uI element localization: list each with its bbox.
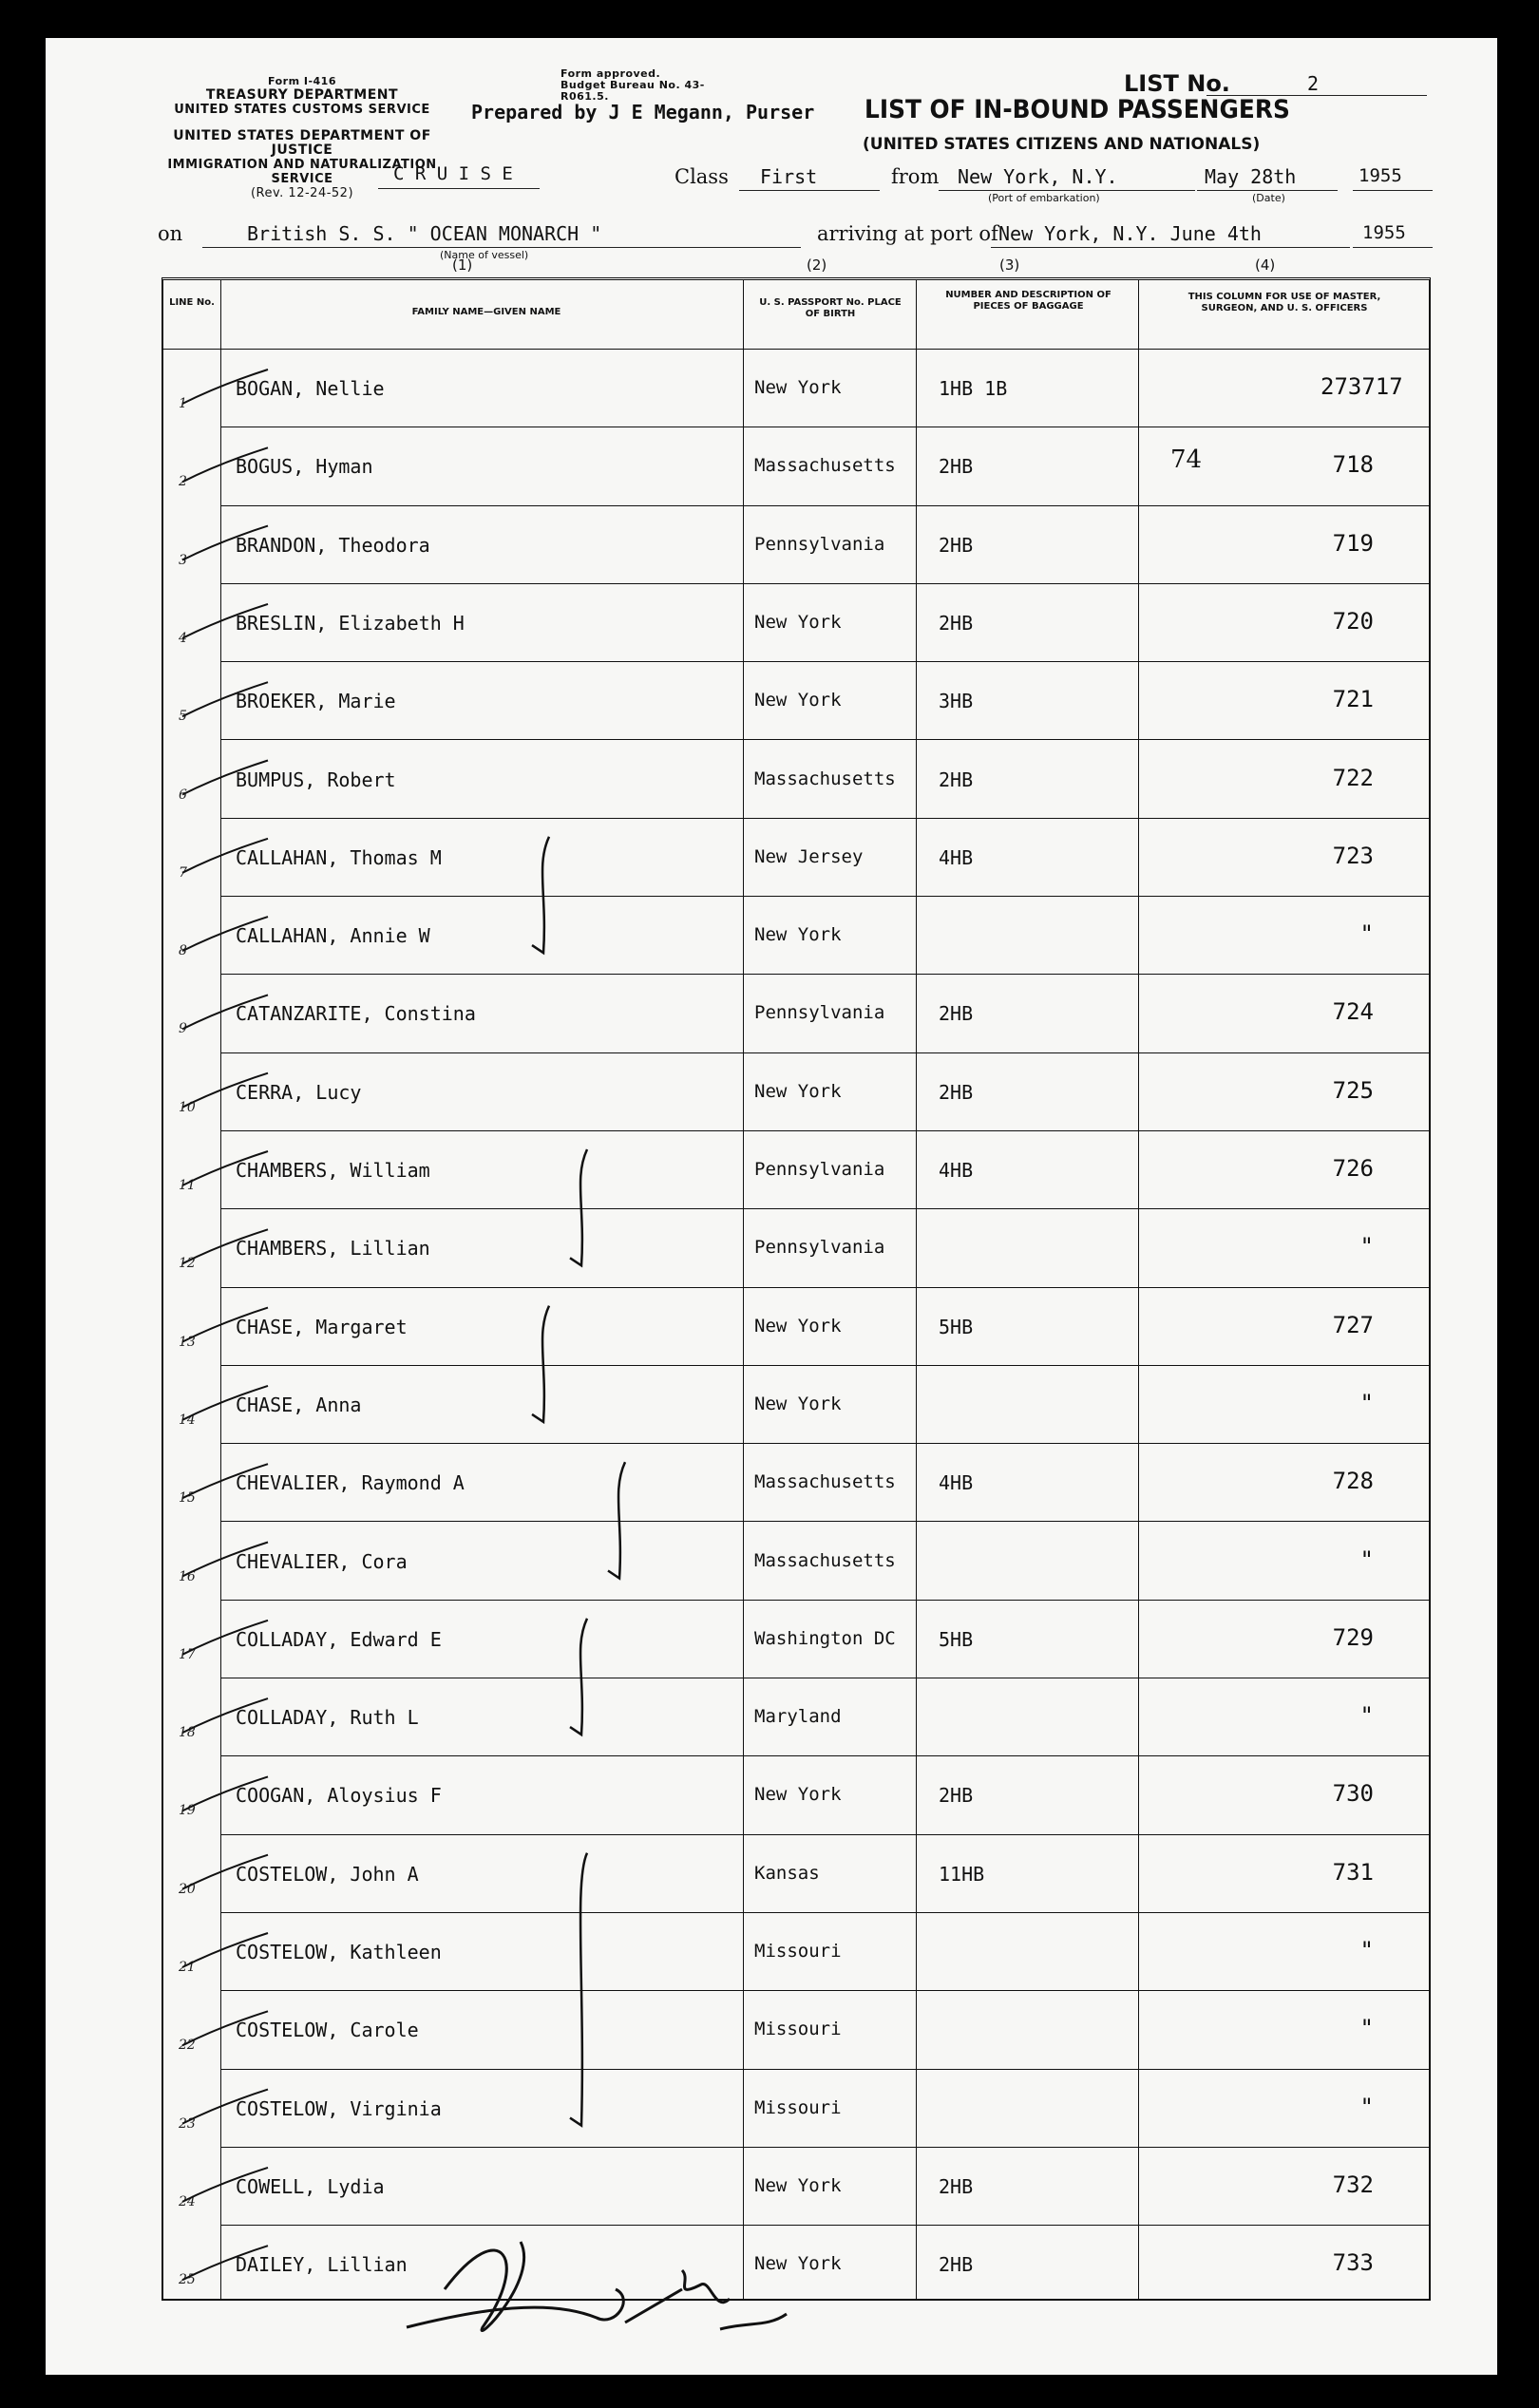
arrival-year: 1955 [1362, 222, 1406, 243]
line-number: 1 [179, 396, 187, 411]
place-of-birth: Pennsylvania [754, 1159, 885, 1180]
passenger-name: BOGUS, Hyman [236, 455, 373, 479]
officer-number: " [1359, 920, 1374, 948]
officer-number: 729 [1332, 1623, 1374, 1651]
place-of-birth: New York [754, 1784, 842, 1806]
line-number: 18 [179, 1725, 196, 1741]
immigration-service: IMMIGRATION AND NATURALIZATION SERVICE [167, 158, 437, 186]
baggage-count: 3HB [939, 690, 974, 713]
passenger-name: BRESLIN, Elizabeth H [236, 611, 465, 635]
officer-number: 721 [1332, 686, 1374, 713]
manifest-page [46, 38, 1497, 2375]
column-number: (1) [452, 256, 473, 274]
baggage-count: 2HB [939, 1080, 974, 1104]
prepared-by: Prepared by J E Megann, Purser [471, 101, 815, 123]
arriving-value: New York, N.Y. June 4th [998, 222, 1262, 245]
vessel-caption: (Name of vessel) [440, 249, 529, 261]
tick-mark [182, 604, 268, 638]
passenger-name: COSTELOW, John A [236, 1862, 419, 1886]
tick-mark [182, 2168, 268, 2202]
officer-number: " [1359, 1233, 1374, 1261]
tick-mark [182, 1386, 268, 1420]
passenger-name: CERRA, Lucy [236, 1080, 362, 1104]
tick-mark [182, 1229, 268, 1263]
line-number: 23 [179, 2115, 196, 2132]
tick-mark [182, 1776, 268, 1811]
passenger-name: CHASE, Margaret [236, 1315, 408, 1338]
passenger-name: CHAMBERS, William [236, 1159, 430, 1182]
on-label: on [158, 222, 183, 245]
passenger-name: COWELL, Lydia [236, 2174, 385, 2198]
baggage-count: 2HB [939, 455, 974, 479]
line-number: 2 [179, 474, 187, 490]
bracket-mark [570, 1853, 587, 2126]
tick-mark [182, 1543, 268, 1577]
handwritten-note: 74 [1170, 446, 1203, 475]
tick-mark [182, 1151, 268, 1185]
family-bracket-marks [163, 280, 1427, 2294]
tick-mark [182, 839, 268, 873]
tick-mark [182, 1308, 268, 1342]
baggage-count: 4HB [939, 845, 974, 869]
tick-mark [182, 1698, 268, 1733]
passport-header: U. S. PASSPORT No. PLACE OF BIRTH [759, 297, 902, 319]
name-header: FAMILY NAME—GIVEN NAME [411, 307, 561, 317]
passenger-name: COSTELOW, Carole [236, 2019, 419, 2042]
treasury-department: TREASURY DEPARTMENT [205, 87, 399, 103]
tick-mark [182, 2246, 268, 2280]
agency-block [160, 74, 445, 117]
officer-number: 725 [1332, 1076, 1374, 1104]
line-number: 5 [179, 709, 187, 725]
line-number: 11 [179, 1178, 196, 1193]
tick-mark [182, 447, 268, 482]
place-of-birth: Missouri [754, 2096, 842, 2118]
officer-number: 726 [1332, 1155, 1374, 1182]
place-of-birth: New York [754, 690, 842, 711]
line-number: 9 [179, 1021, 187, 1037]
place-of-birth: New York [754, 924, 842, 946]
place-of-birth: New York [754, 611, 842, 633]
officer-number: 720 [1332, 607, 1374, 635]
officer-number: 728 [1332, 1468, 1374, 1495]
bracket-mark [532, 837, 549, 953]
place-of-birth: New York [754, 2253, 842, 2275]
place-of-birth: Missouri [754, 1941, 842, 1962]
tick-mark [182, 1855, 268, 1889]
place-of-birth: Missouri [754, 2019, 842, 2040]
line-number: 12 [179, 1256, 196, 1272]
place-of-birth: Massachusetts [754, 1549, 896, 1571]
place-of-birth: Massachusetts [754, 768, 896, 789]
tick-mark [182, 761, 268, 795]
tick-mark [182, 1464, 268, 1498]
place-of-birth: Maryland [754, 1706, 842, 1728]
line-number: 10 [179, 1099, 196, 1115]
baggage-count: 2HB [939, 768, 974, 791]
bracket-mark [608, 1462, 625, 1578]
officer-number: 273717 [1320, 373, 1403, 400]
list-subtitle: (UNITED STATES CITIZENS AND NATIONALS) [863, 135, 1261, 154]
bracket-mark [532, 1306, 549, 1422]
passenger-table [162, 277, 1431, 2301]
line-number: 13 [179, 1334, 196, 1350]
passenger-name: BOGAN, Nellie [236, 377, 385, 400]
passenger-name: BUMPUS, Robert [236, 768, 396, 791]
officer-number: " [1359, 2015, 1374, 2042]
passenger-name: DAILEY, Lillian [236, 2253, 408, 2277]
place-of-birth: New York [754, 2174, 842, 2196]
baggage-count: 4HB [939, 1159, 974, 1182]
justice-department: UNITED STATES DEPARTMENT OF JUSTICE [173, 128, 431, 158]
officer-number: " [1359, 1702, 1374, 1730]
officer-number: 719 [1332, 529, 1374, 557]
form-approved: Form approved. [560, 67, 661, 80]
column-number: (4) [1255, 256, 1276, 274]
place-of-birth: New Jersey [754, 845, 864, 867]
line-number: 21 [179, 1960, 196, 1975]
passenger-name: CHAMBERS, Lillian [236, 1237, 430, 1261]
place-of-birth: New York [754, 1393, 842, 1414]
officer-number: " [1359, 2093, 1374, 2120]
place-of-birth: Pennsylvania [754, 1002, 885, 1024]
line-number: 6 [179, 787, 187, 803]
date-caption: (Date) [1252, 192, 1285, 204]
tick-mark [182, 1073, 268, 1108]
passenger-name: BRANDON, Theodora [236, 533, 430, 557]
place-of-birth: Pennsylvania [754, 1237, 885, 1259]
baggage-count: 4HB [939, 1471, 974, 1495]
officer-number: 727 [1332, 1311, 1374, 1338]
form-number: Form I-416 [268, 75, 336, 87]
line-number: 7 [179, 864, 187, 881]
tick-mark [182, 526, 268, 560]
line-number: 3 [179, 552, 187, 568]
tick-mark [182, 2090, 268, 2124]
arriving-label: arriving at port of [817, 222, 998, 245]
line-number: 16 [179, 1568, 196, 1584]
tick-mark [182, 917, 268, 951]
baggage-header: NUMBER AND DESCRIPTION OF PIECES OF BAGGAGE [945, 290, 1112, 312]
list-no-label: LIST No. [1124, 70, 1230, 97]
baggage-count: 5HB [939, 1627, 974, 1651]
officer-number: " [1359, 1937, 1374, 1963]
tick-mark [182, 682, 268, 716]
line-number: 4 [179, 630, 187, 646]
line-number: 8 [179, 943, 187, 959]
baggage-count: 5HB [939, 1315, 974, 1338]
line-no-header: LINE No. [169, 297, 215, 308]
cruise-label: C R U I S E [393, 163, 513, 184]
tick-mark [182, 1621, 268, 1655]
officer-number: 732 [1332, 2171, 1374, 2198]
line-number: 25 [179, 2272, 196, 2288]
baggage-count: 2HB [939, 2253, 974, 2277]
list-title: LIST OF IN-BOUND PASSENGERS [864, 95, 1290, 124]
baggage-count: 2HB [939, 1002, 974, 1026]
baggage-count: 2HB [939, 533, 974, 557]
passenger-name: CALLAHAN, Thomas M [236, 845, 442, 869]
form-approved-block [560, 68, 750, 103]
officer-number: 724 [1332, 998, 1374, 1026]
place-of-birth: New York [754, 1315, 842, 1337]
place-of-birth: Massachusetts [754, 1471, 896, 1493]
officer-number: " [1359, 1389, 1374, 1416]
from-value: New York, N.Y. [958, 165, 1118, 188]
line-number: 22 [179, 2038, 196, 2054]
column-number: (2) [807, 256, 827, 274]
passenger-name: COSTELOW, Virginia [236, 2096, 442, 2120]
place-of-birth: New York [754, 1080, 842, 1102]
baggage-count: 11HB [939, 1862, 985, 1886]
line-number: 17 [179, 1646, 196, 1662]
passenger-name: COLLADAY, Edward E [236, 1627, 442, 1651]
tick-mark [182, 2011, 268, 2045]
place-of-birth: Massachusetts [754, 455, 896, 477]
bracket-mark [570, 1149, 587, 1265]
column-number: (3) [999, 256, 1020, 274]
budget-bureau: Budget Bureau No. 43-R061.5. [560, 79, 705, 103]
officer-number: " [1359, 1545, 1374, 1573]
tick-mark [182, 370, 268, 404]
form-revision: (Rev. 12-24-52) [250, 186, 354, 200]
vessel-value: British S. S. " OCEAN MONARCH " [247, 222, 602, 245]
baggage-count: 1HB 1B [939, 377, 1008, 400]
passenger-name: CHASE, Anna [236, 1393, 362, 1416]
date-value: May 28th [1205, 165, 1297, 188]
officer-number: 733 [1332, 2249, 1374, 2277]
place-of-birth: Pennsylvania [754, 533, 885, 555]
line-number: 24 [179, 2193, 196, 2209]
signature-scribble [388, 2223, 806, 2356]
officer-number: 722 [1332, 764, 1374, 791]
passenger-name: CHEVALIER, Cora [236, 1549, 408, 1573]
tick-mark [182, 1933, 268, 1967]
line-number: 20 [179, 1881, 196, 1897]
officer-number: 718 [1332, 451, 1374, 479]
officer-number: 730 [1332, 1780, 1374, 1808]
passenger-name: CALLAHAN, Annie W [236, 924, 430, 948]
passenger-name: COSTELOW, Kathleen [236, 1941, 442, 1963]
bracket-mark [570, 1619, 587, 1735]
officer-number: 731 [1332, 1858, 1374, 1886]
list-no-value: 2 [1307, 72, 1320, 95]
from-label: from [891, 165, 940, 188]
passenger-name: COOGAN, Aloysius F [236, 1784, 442, 1808]
officer-number: 723 [1332, 842, 1374, 869]
baggage-count: 2HB [939, 2174, 974, 2198]
passenger-name: CATANZARITE, Constina [236, 1002, 476, 1026]
place-of-birth: Kansas [754, 1862, 820, 1884]
departure-year: 1955 [1358, 165, 1402, 186]
passenger-name: CHEVALIER, Raymond A [236, 1471, 465, 1495]
tick-mark [182, 995, 268, 1029]
place-of-birth: New York [754, 377, 842, 398]
class-label: Class [674, 165, 729, 188]
baggage-count: 2HB [939, 1784, 974, 1808]
line-number: 15 [179, 1490, 196, 1507]
baggage-count: 2HB [939, 611, 974, 635]
officers-header: THIS COLUMN FOR USE OF MASTER, SURGEON, AND U. S. OFFICERS [1188, 292, 1381, 313]
passenger-name: BROEKER, Marie [236, 690, 396, 713]
passenger-name: COLLADAY, Ruth L [236, 1706, 419, 1730]
place-of-birth: Washington DC [754, 1627, 896, 1649]
line-number: 14 [179, 1412, 196, 1428]
port-caption: (Port of embarkation) [988, 192, 1100, 204]
customs-service: UNITED STATES CUSTOMS SERVICE [174, 103, 430, 117]
line-number: 19 [179, 1803, 196, 1819]
class-value: First [760, 165, 818, 188]
